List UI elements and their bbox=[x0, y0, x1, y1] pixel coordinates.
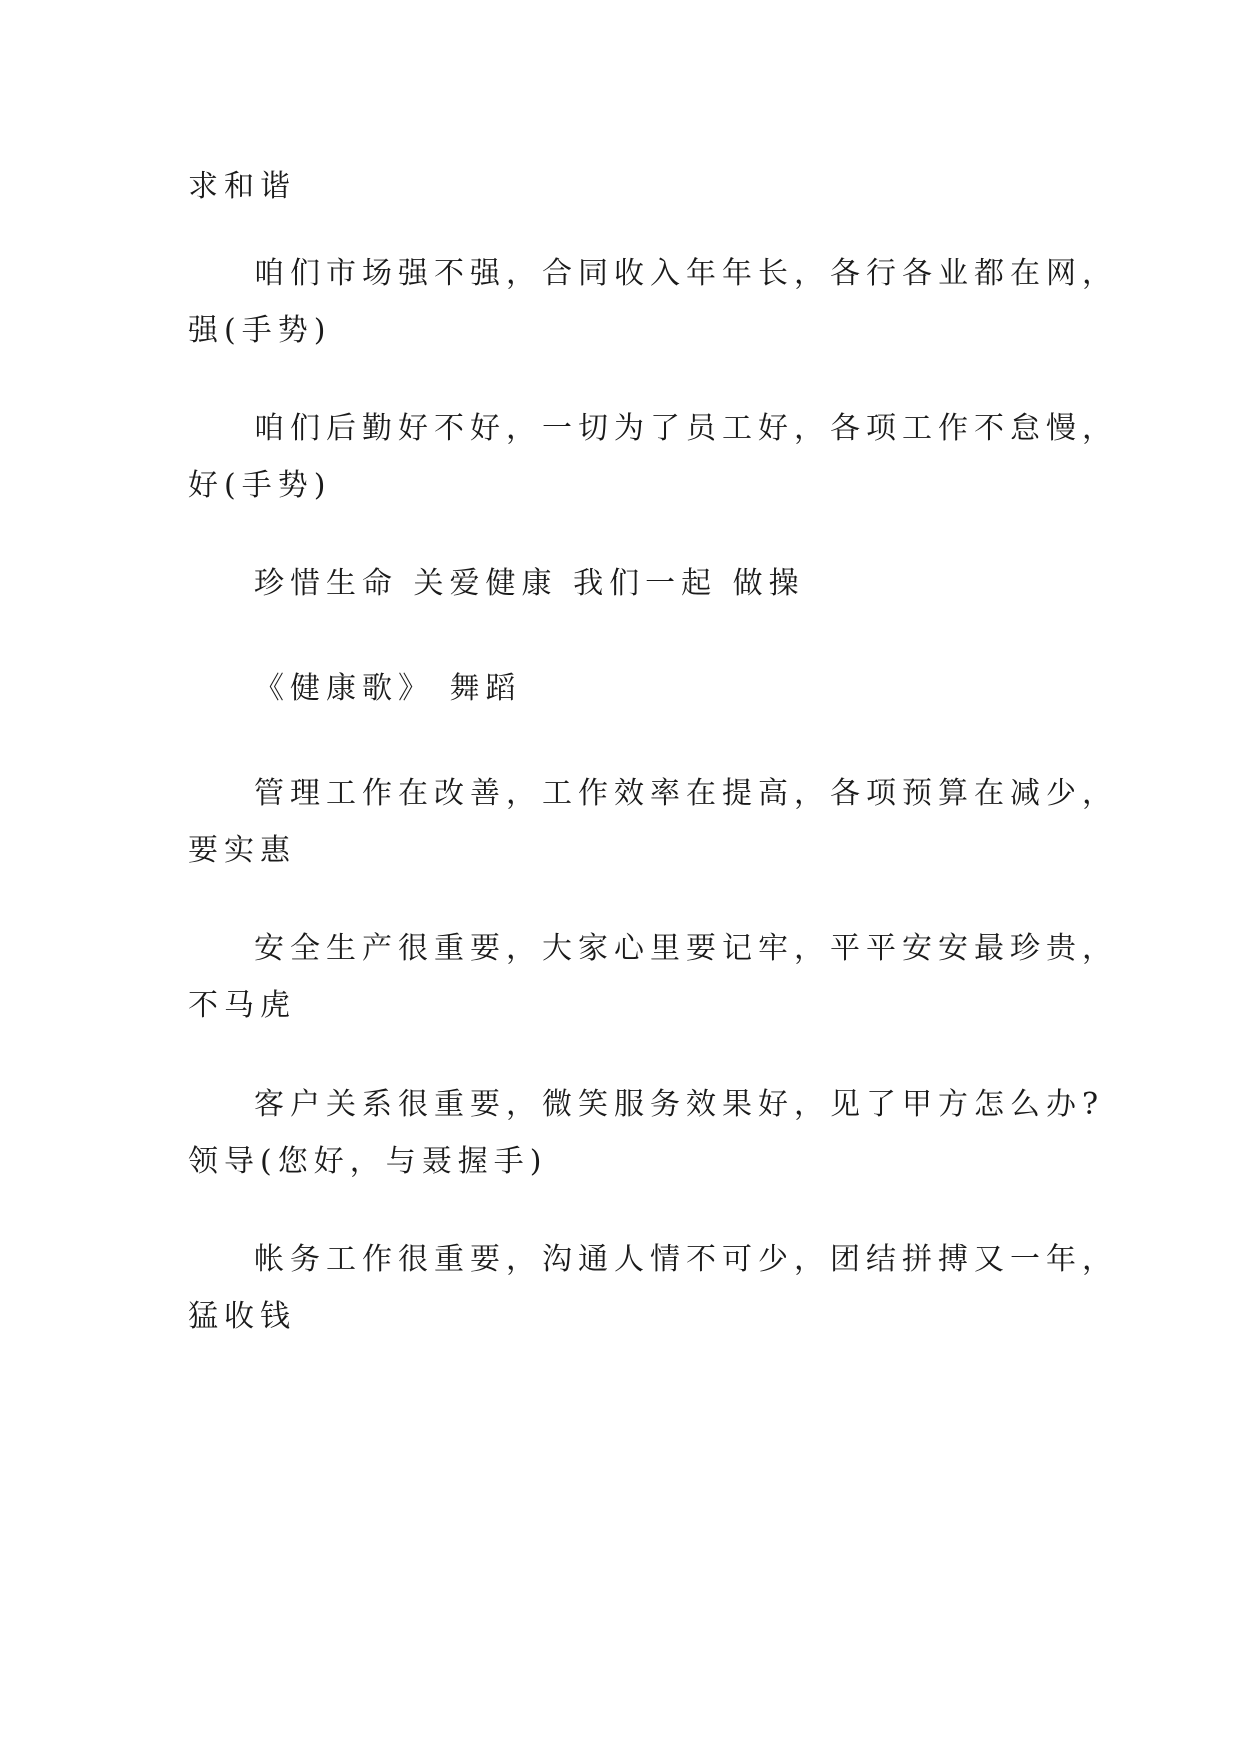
paragraph-line: 领导(您好，与聂握手) bbox=[188, 1144, 548, 1179]
paragraph-6 bbox=[188, 765, 1118, 879]
paragraph-line: 咱们市场强不强，合同收入年年长，各行各业都在网， bbox=[254, 256, 1118, 291]
paragraph-4 bbox=[188, 555, 1068, 612]
paragraph-3 bbox=[188, 400, 1118, 514]
paragraph-7 bbox=[188, 920, 1118, 1034]
paragraph-5 bbox=[188, 660, 1068, 717]
paragraph-line: 猛收钱 bbox=[188, 1299, 296, 1334]
paragraph-1 bbox=[188, 158, 1068, 215]
paragraph-9 bbox=[188, 1231, 1118, 1345]
paragraph-line: 管理工作在改善，工作效率在提高，各项预算在减少， bbox=[254, 776, 1118, 811]
paragraph-line: 客户关系很重要，微笑服务效果好，见了甲方怎么办? bbox=[254, 1087, 1105, 1122]
paragraph-line: 好(手势) bbox=[188, 468, 332, 503]
paragraph-line: 要实惠 bbox=[188, 833, 296, 868]
paragraph-8 bbox=[188, 1076, 1105, 1190]
paragraph-line: 咱们后勤好不好，一切为了员工好，各项工作不怠慢， bbox=[254, 411, 1118, 446]
paragraph-line: 安全生产很重要，大家心里要记牢，平平安安最珍贵， bbox=[254, 931, 1118, 966]
paragraph-line: 珍惜生命 关爱健康 我们一起 做操 bbox=[254, 566, 805, 601]
paragraph-line: 《健康歌》 舞蹈 bbox=[254, 671, 522, 706]
paragraph-line: 帐务工作很重要，沟通人情不可少，团结拼搏又一年， bbox=[254, 1242, 1118, 1277]
paragraph-2 bbox=[188, 245, 1118, 359]
paragraph-line: 强(手势) bbox=[188, 313, 332, 348]
paragraph-line: 求和谐 bbox=[188, 169, 296, 204]
paragraph-line: 不马虎 bbox=[188, 988, 296, 1023]
